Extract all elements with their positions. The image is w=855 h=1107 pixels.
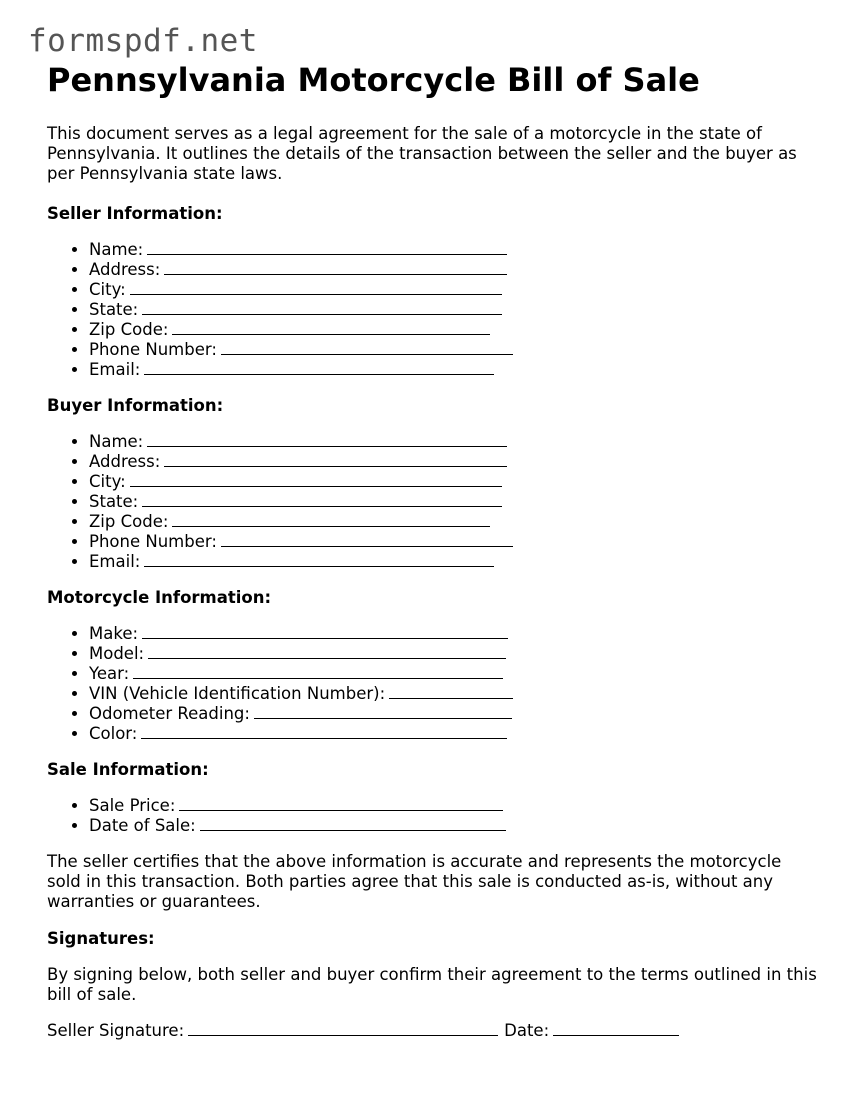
field-label: City: — [89, 472, 126, 491]
buyer-heading: Buyer Information: — [47, 396, 224, 415]
field-label: State: — [89, 492, 139, 511]
sale-heading: Sale Information: — [47, 760, 209, 779]
field-label: Sale Price: — [89, 796, 176, 815]
field-label: Address: — [89, 452, 161, 471]
seller-heading: Seller Information: — [47, 204, 223, 223]
seller-phone-field[interactable] — [89, 340, 817, 360]
field-blank[interactable] — [148, 644, 506, 659]
field-blank[interactable] — [164, 260, 507, 275]
field-label: Color: — [89, 724, 138, 743]
date-line[interactable] — [553, 1021, 679, 1036]
field-label: Odometer Reading: — [89, 704, 250, 723]
page-title: Pennsylvania Motorcycle Bill of Sale — [47, 61, 700, 99]
seller-signature-row — [47, 1021, 817, 1041]
field-label: Zip Code: — [89, 512, 169, 531]
field-label: Zip Code: — [89, 320, 169, 339]
field-blank[interactable] — [144, 552, 494, 567]
buyer-address-field[interactable] — [89, 452, 817, 472]
field-blank[interactable] — [164, 452, 507, 467]
motorcycle-vin-field[interactable] — [89, 684, 817, 704]
field-blank[interactable] — [221, 340, 513, 355]
buyer-email-field[interactable] — [89, 552, 817, 572]
seller-email-field[interactable] — [89, 360, 817, 380]
field-blank[interactable] — [389, 684, 513, 699]
seller-signature-label: Seller Signature: — [47, 1021, 185, 1040]
motorcycle-odometer-field[interactable] — [89, 704, 817, 724]
seller-name-field[interactable] — [89, 240, 817, 260]
seller-address-field[interactable] — [89, 260, 817, 280]
seller-zip-field[interactable] — [89, 320, 817, 340]
field-blank[interactable] — [200, 816, 506, 831]
field-label: Phone Number: — [89, 340, 217, 359]
field-blank[interactable] — [221, 532, 513, 547]
motorcycle-color-field[interactable] — [89, 724, 817, 744]
document-body — [47, 60, 817, 1041]
field-label: Email: — [89, 360, 141, 379]
motorcycle-heading: Motorcycle Information: — [47, 588, 272, 607]
buyer-city-field[interactable] — [89, 472, 817, 492]
motorcycle-model-field[interactable] — [89, 644, 817, 664]
field-label: Address: — [89, 260, 161, 279]
field-blank[interactable] — [179, 796, 503, 811]
buyer-state-field[interactable] — [89, 492, 817, 512]
sale-date-field[interactable] — [89, 816, 817, 836]
buyer-zip-field[interactable] — [89, 512, 817, 532]
date-label: Date: — [504, 1021, 550, 1040]
field-blank[interactable] — [130, 280, 502, 295]
watermark: formspdf.net — [28, 23, 258, 59]
field-blank[interactable] — [130, 472, 502, 487]
motorcycle-make-field[interactable] — [89, 624, 817, 644]
field-label: Year: — [89, 664, 130, 683]
field-blank[interactable] — [142, 624, 508, 639]
seller-state-field[interactable] — [89, 300, 817, 320]
sale-price-field[interactable] — [89, 796, 817, 816]
buyer-phone-field[interactable] — [89, 532, 817, 552]
motorcycle-year-field[interactable] — [89, 664, 817, 684]
field-label: City: — [89, 280, 126, 299]
sale-field-list — [47, 796, 817, 836]
signature-statement: By signing below, both seller and buyer confirm their agreement to the terms outlined in this bill of sale. — [47, 965, 817, 1004]
field-blank[interactable] — [141, 724, 507, 739]
field-blank[interactable] — [172, 512, 490, 527]
field-label: Email: — [89, 552, 141, 571]
seller-city-field[interactable] — [89, 280, 817, 300]
buyer-field-list — [47, 432, 817, 572]
field-blank[interactable] — [142, 492, 502, 507]
seller-field-list — [47, 240, 817, 380]
certification-paragraph: The seller certifies that the above information is accurate and represents the motorcycle sold in this transaction. Both parties agree that this sale is conducted as-is, without any warranties or guarantees. — [47, 852, 782, 911]
motorcycle-field-list — [47, 624, 817, 744]
field-blank[interactable] — [147, 432, 507, 447]
field-blank[interactable] — [142, 300, 502, 315]
field-blank[interactable] — [172, 320, 490, 335]
field-label: State: — [89, 300, 139, 319]
seller-signature-line[interactable] — [188, 1021, 498, 1036]
field-label: Date of Sale: — [89, 816, 196, 835]
field-blank[interactable] — [144, 360, 494, 375]
field-label: Make: — [89, 624, 139, 643]
field-label: Name: — [89, 240, 144, 259]
field-label: Phone Number: — [89, 532, 217, 551]
field-label: Model: — [89, 644, 145, 663]
field-blank[interactable] — [254, 704, 512, 719]
field-blank[interactable] — [133, 664, 503, 679]
signatures-heading: Signatures: — [47, 929, 155, 948]
buyer-name-field[interactable] — [89, 432, 817, 452]
field-label: VIN (Vehicle Identification Number): — [89, 684, 386, 703]
field-label: Name: — [89, 432, 144, 451]
intro-paragraph: This document serves as a legal agreement for the sale of a motorcycle in the state of Pennsylvania. It outlines the details of the transaction between the seller and the buyer as per Pennsylvania state laws. — [47, 124, 797, 183]
field-blank[interactable] — [147, 240, 507, 255]
